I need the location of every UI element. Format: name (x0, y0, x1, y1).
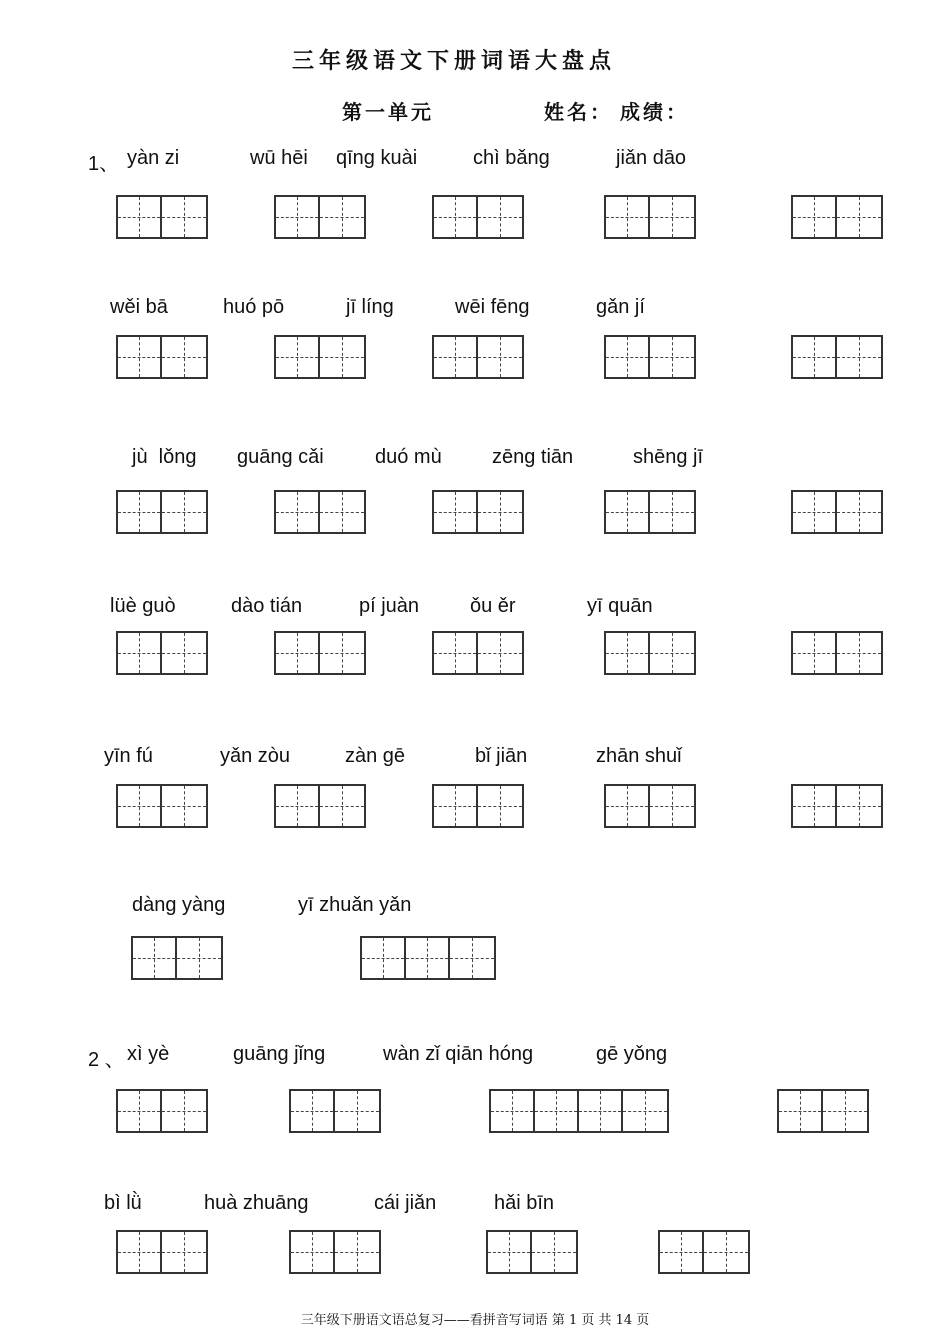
writing-grid[interactable] (791, 490, 883, 534)
writing-grid[interactable] (777, 1089, 869, 1133)
pinyin-pijuan: pí juàn (359, 595, 420, 617)
pinyin-duomu: duó mù (375, 446, 442, 468)
writing-grid[interactable] (432, 195, 524, 239)
writing-grid[interactable] (116, 631, 208, 675)
writing-grid[interactable] (432, 490, 524, 534)
pinyin-qingkuai: qīng kuài (336, 147, 418, 169)
pinyin-haibin: hǎi bīn (494, 1192, 555, 1214)
pinyin-weifeng: wēi fēng (455, 296, 530, 318)
pinyin-lueguo: lüè guò (110, 595, 176, 617)
pinyin-huopo: huó pō (223, 296, 285, 318)
pinyin-bijian: bǐ jiān (475, 745, 528, 767)
writing-grid[interactable] (604, 195, 696, 239)
pinyin-huazhuang: huà zhuāng (204, 1192, 309, 1214)
writing-grid[interactable] (791, 631, 883, 675)
writing-grid[interactable] (486, 1230, 578, 1274)
pinyin-zange: zàn gē (345, 745, 406, 767)
pinyin-yinfu: yīn fú (104, 745, 153, 767)
pinyin-zengtian: zēng tiān (492, 446, 574, 468)
pinyin-jiandao: jiǎn dāo (616, 147, 687, 169)
pinyin-yizhuanyan: yī zhuǎn yǎn (298, 894, 412, 916)
writing-grid[interactable] (274, 631, 366, 675)
unit-label: 第一单元 (342, 100, 434, 124)
pinyin-wuhei: wū hēi (250, 147, 308, 169)
writing-grid[interactable] (791, 784, 883, 828)
writing-grid[interactable] (116, 195, 208, 239)
name-label: 姓名： (544, 100, 613, 124)
pinyin-guangcai: guāng cǎi (237, 446, 324, 468)
writing-grid[interactable] (274, 195, 366, 239)
pinyin-geyong: gē yǒng (596, 1043, 668, 1065)
pinyin-xiye: xì yè (127, 1043, 170, 1065)
writing-grid[interactable] (116, 490, 208, 534)
pinyin-yanzou: yǎn zòu (220, 745, 291, 767)
writing-grid[interactable] (791, 195, 883, 239)
writing-grid[interactable] (116, 1089, 208, 1133)
score-label: 成绩： (620, 100, 689, 124)
writing-grid[interactable] (274, 490, 366, 534)
writing-grid[interactable] (116, 335, 208, 379)
pinyin-julong: jù lǒng (132, 446, 197, 468)
writing-grid[interactable] (604, 784, 696, 828)
writing-grid[interactable] (289, 1230, 381, 1274)
pinyin-yiquan: yī quān (587, 595, 653, 617)
pinyin-weiba: wěi bā (110, 296, 168, 318)
pinyin-zhanshui: zhān shuǐ (596, 745, 682, 767)
writing-grid[interactable] (604, 490, 696, 534)
writing-grid[interactable] (791, 335, 883, 379)
pinyin-daotian: dào tián (231, 595, 303, 617)
pinyin-caijian: cái jiǎn (374, 1192, 437, 1214)
writing-grid[interactable] (116, 784, 208, 828)
pinyin-dangyang: dàng yàng (132, 894, 226, 916)
writing-grid[interactable] (604, 335, 696, 379)
pinyin-wanziqianhong: wàn zǐ qiān hóng (383, 1043, 534, 1065)
writing-grid[interactable] (360, 936, 496, 980)
page-footer: 三年级下册语文语总复习——看拼音写词语 第 1 页 共 14 页 (300, 1313, 650, 1328)
writing-grid[interactable] (432, 335, 524, 379)
pinyin-ouer: ǒu ěr (470, 595, 516, 617)
writing-grid[interactable] (274, 335, 366, 379)
pinyin-yanzi: yàn zi (127, 147, 180, 169)
writing-grid[interactable] (432, 784, 524, 828)
writing-grid[interactable] (274, 784, 366, 828)
pinyin-guangjing: guāng jǐng (233, 1043, 326, 1065)
pinyin-bilu: bì lǜ (104, 1192, 142, 1214)
pinyin-jiling: jī líng (346, 296, 394, 318)
pinyin-chibang: chì bǎng (473, 147, 550, 169)
writing-grid[interactable] (289, 1089, 381, 1133)
pinyin-shengji: shēng jī (633, 446, 704, 468)
worksheet-title: 三年级语文下册词语大盘点 (292, 49, 617, 74)
writing-grid[interactable] (116, 1230, 208, 1274)
writing-grid[interactable] (604, 631, 696, 675)
section-2-label: 2 、 (88, 1049, 125, 1071)
writing-grid[interactable] (432, 631, 524, 675)
writing-grid[interactable] (489, 1089, 669, 1133)
writing-grid[interactable] (131, 936, 223, 980)
writing-grid[interactable] (658, 1230, 750, 1274)
pinyin-ganji: gǎn jí (596, 296, 645, 318)
section-1-label: 1、 (88, 153, 120, 175)
